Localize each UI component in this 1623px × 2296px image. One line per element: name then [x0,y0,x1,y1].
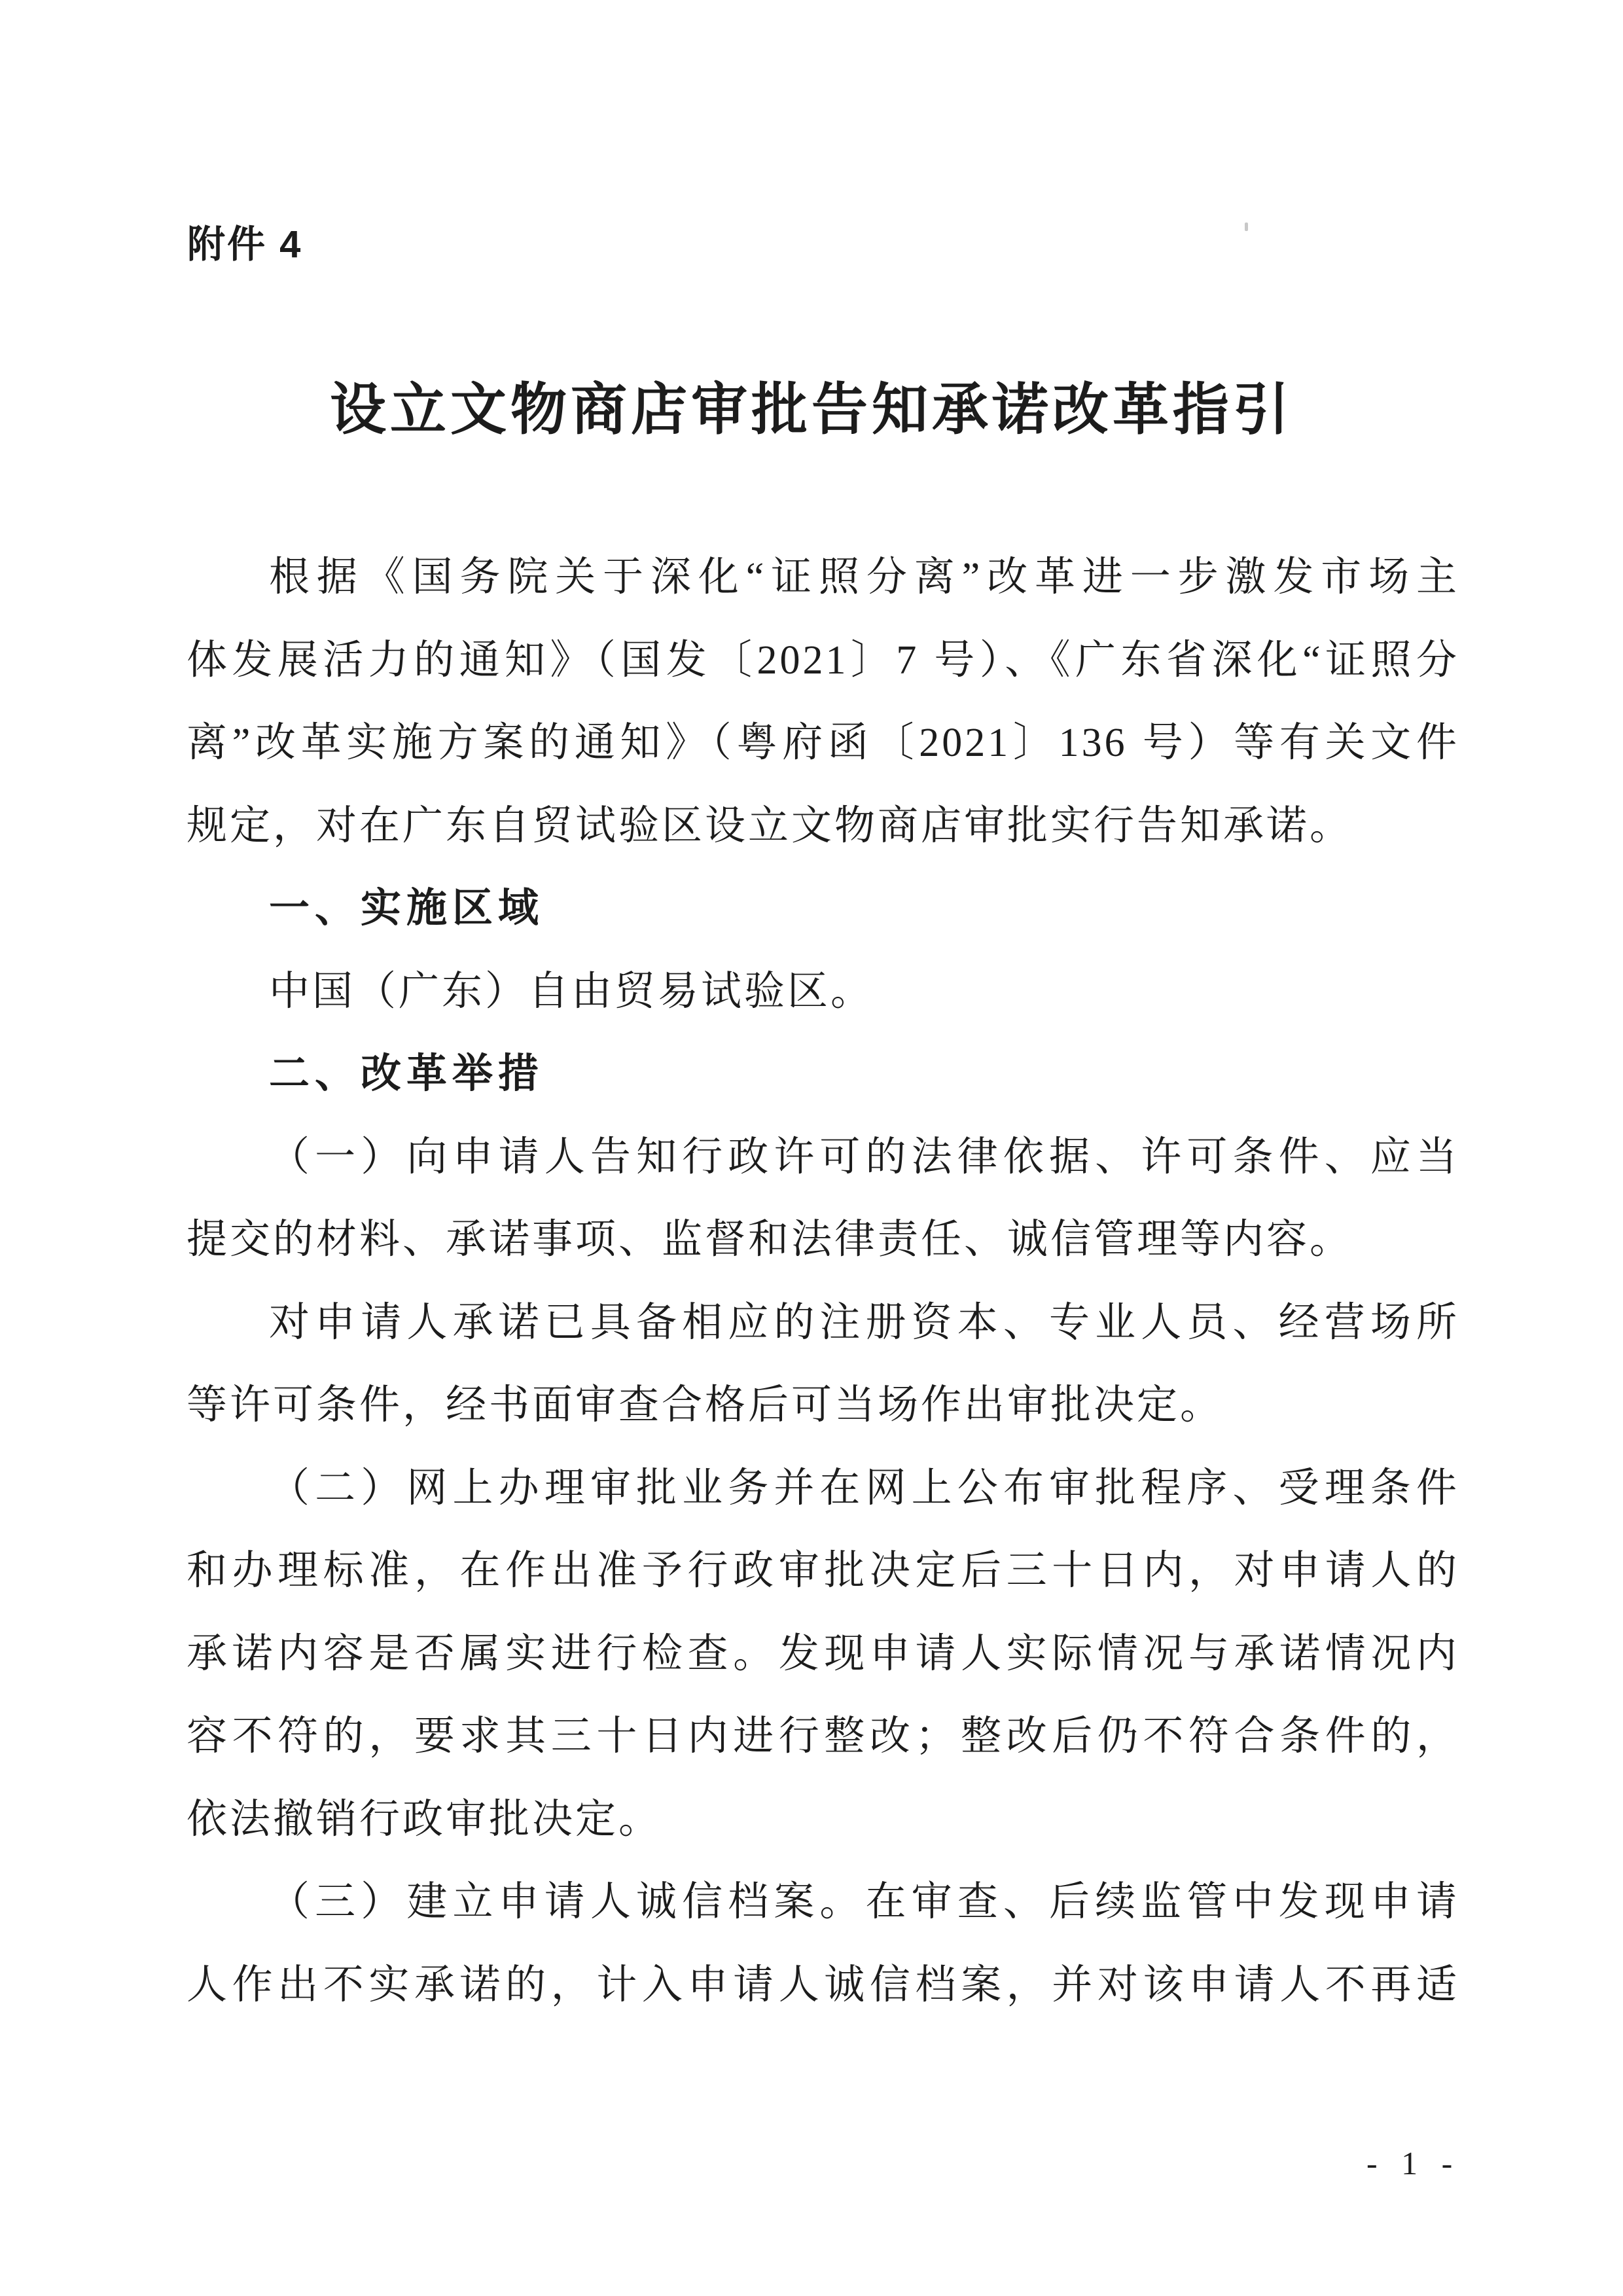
body-line: （二）网上办理审批业务并在网上公布审批程序、受理条件 [269,1465,1459,1511]
page-title: 设立文物商店审批告知承诺改革指引 [330,378,1293,441]
section-heading: 一、实施区域 [269,886,544,931]
body-line: 承诺内容是否属实进行检查。发现申请人实际情况与承诺情况内 [187,1631,1459,1676]
body-line: 离”改革实施方案的通知》（粤府函〔2021〕136 号）等有关文件 [187,721,1459,765]
body-line: （三）建立申请人诚信档案。在审查、后续监管中发现申请 [269,1880,1459,1924]
page-number: - 1 - [1366,2145,1461,2181]
scan-artifact [1245,223,1248,231]
body-line: 提交的材料、承诺事项、监督和法律责任、诚信管理等内容。 [187,1217,1353,1262]
body-line: 中国（广东）自由贸易试验区。 [269,969,874,1014]
section-heading: 二、改革举措 [269,1051,544,1096]
document-body [187,536,1459,2026]
body-line: 根据《国务院关于深化“证照分离”改革进一步激发市场主 [269,555,1459,600]
attachment-label: 附件 4 [187,223,303,266]
body-line: 规定，对在广东自贸试验区设立文物商店审批实行告知承诺。 [187,803,1353,848]
body-line: 容不符的，要求其三十日内进行整改；整改后仍不符合条件的， [187,1714,1459,1759]
body-line: （一）向申请人告知行政许可的法律依据、许可条件、应当 [269,1134,1459,1179]
body-line: 体发展活力的通知》（国发〔2021〕7 号）、《广东省深化“证照分 [187,637,1459,683]
body-line: 和办理标准，在作出准予行政审批决定后三十日内，对申请人的 [187,1549,1459,1593]
body-line: 依法撤销行政审批决定。 [187,1797,662,1842]
body-line: 等许可条件，经书面审查合格后可当场作出审批决定。 [187,1383,1224,1427]
body-line: 对申请人承诺已具备相应的注册资本、专业人员、经营场所 [269,1300,1459,1345]
body-line: 人作出不实承诺的，计入申请人诚信档案，并对该申请人不再适 [187,1962,1459,2007]
